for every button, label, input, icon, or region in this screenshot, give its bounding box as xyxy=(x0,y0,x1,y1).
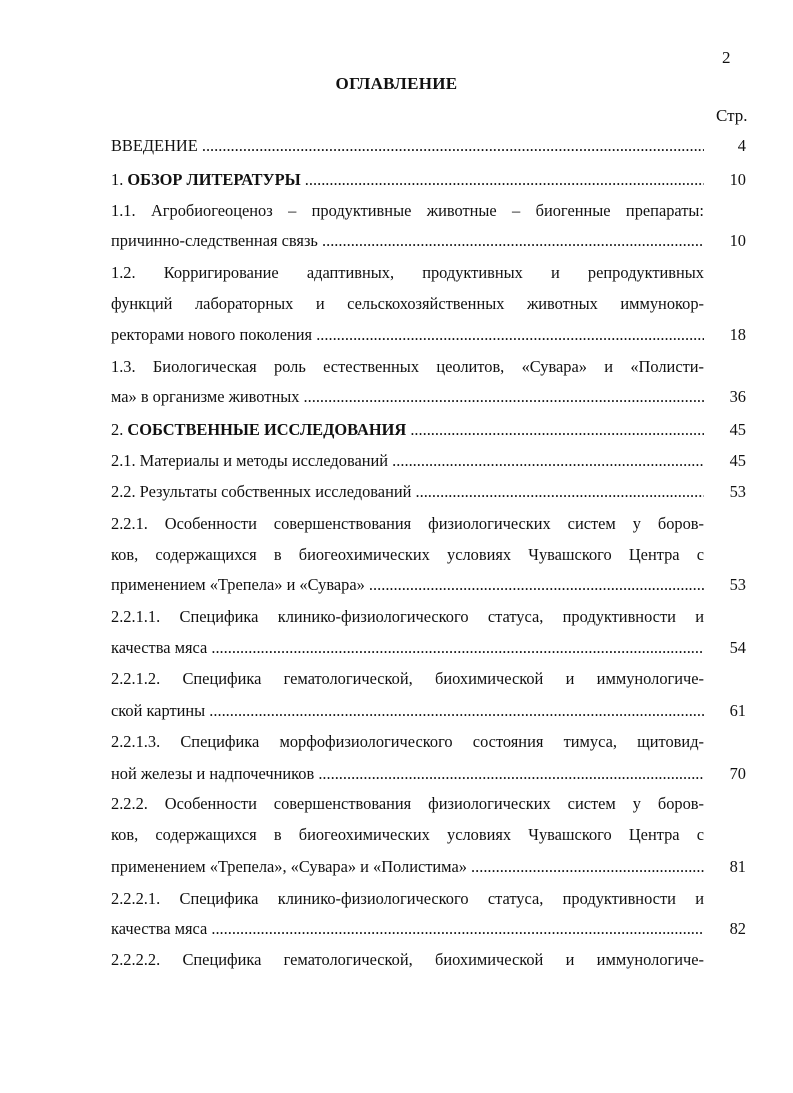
toc-section-number: 1. xyxy=(111,170,128,189)
toc-entry-text: 2.2.2. Особенности совершенствования физиологических систем у боров- xyxy=(111,794,704,813)
page-column-label: Стр. xyxy=(716,106,748,125)
page-number: 2 xyxy=(722,48,731,67)
toc-entry-text: 2.2.1.1. Специфика клинико-физиологического статуса, продуктивности и xyxy=(111,607,704,626)
toc-entry-text: 2.2.1. Особенности совершенствования физиологических систем у боров- xyxy=(111,514,704,533)
toc-entry-text: ков, содержащихся в биогеохимических условиях Чувашского Центра с xyxy=(111,825,704,844)
toc-entry-line xyxy=(111,825,704,845)
toc-entry-text: 2.2.1.3. Специфика морфофизиологического состояния тимуса, щитовид- xyxy=(111,732,704,751)
toc-entry-line xyxy=(111,201,704,221)
toc-entry-text: 2.2.2.2. Специфика гематологической, биохимической и иммунологиче- xyxy=(111,950,704,969)
toc-section-number: 2. xyxy=(111,420,128,439)
toc-entry-line xyxy=(111,764,704,784)
toc-entry-text: 2.2.1.2. Специфика гематологической, биохимической и иммунологиче- xyxy=(111,669,704,688)
toc-page-number: 45 xyxy=(729,420,746,439)
page-title: ОГЛАВЛЕНИЕ xyxy=(335,74,458,93)
toc-page-number: 10 xyxy=(729,231,746,250)
toc-entry-line xyxy=(111,857,704,877)
toc-entry-text: применением «Трепела», «Сувара» и «Полистима» xyxy=(111,857,467,876)
toc-entry-text: ков, содержащихся в биогеохимических условиях Чувашского Центра с xyxy=(111,545,704,564)
toc-entry-line xyxy=(111,575,704,595)
toc-section-title: ОБЗОР ЛИТЕРАТУРЫ xyxy=(127,170,301,189)
toc-entry-line xyxy=(111,950,704,970)
toc-entry-line xyxy=(111,136,704,156)
toc-page-number: 53 xyxy=(729,575,746,594)
toc-entry-text: 1.3. Биологическая роль естественных цеолитов, «Сувара» и «Полисти- xyxy=(111,357,704,376)
toc-entry-line xyxy=(111,170,704,190)
toc-page-number: 53 xyxy=(729,482,746,501)
toc-page-number: 4 xyxy=(737,136,746,155)
toc-entry-text: причинно-следственная связь xyxy=(111,231,318,250)
toc-entry-line xyxy=(111,231,704,251)
toc-page-number: 70 xyxy=(729,764,746,783)
toc-entry-line xyxy=(111,889,704,909)
toc-entry-text: ской картины xyxy=(111,701,206,720)
toc-entry-line xyxy=(111,294,704,314)
toc-entry-text: качества мяса xyxy=(111,638,208,657)
toc-entry-text: применением «Трепела» и «Сувара» xyxy=(111,575,365,594)
toc-page-number: 61 xyxy=(729,701,746,720)
toc-entry-text: 2.1. Материалы и методы исследований xyxy=(111,451,389,470)
toc-page-number: 10 xyxy=(729,170,746,189)
toc-entry-text: ВВЕДЕНИЕ xyxy=(111,136,198,155)
toc-entry-line xyxy=(111,638,704,658)
toc-page-number: 54 xyxy=(729,638,746,657)
toc-page-number: 45 xyxy=(729,451,746,470)
toc-entry-line xyxy=(111,263,704,283)
toc-entry-line xyxy=(111,701,704,721)
toc-page-number: 82 xyxy=(729,919,746,938)
toc-entry-text: 2.2.2.1. Специфика клинико-физиологического статуса, продуктивности и xyxy=(111,889,704,908)
toc-page-number: 18 xyxy=(729,325,746,344)
toc-entry-text: ной железы и надпочечников xyxy=(111,764,315,783)
toc-entry-text: функций лабораторных и сельскохозяйственных животных иммунокор- xyxy=(111,294,704,313)
toc-entry-text: ма» в организме животных xyxy=(111,387,300,406)
toc-page-number: 36 xyxy=(729,387,746,406)
toc-entry-line xyxy=(111,545,704,565)
toc-entry-line xyxy=(111,451,704,471)
toc-entry-line xyxy=(111,794,704,814)
toc-page-number: 81 xyxy=(729,857,746,876)
toc-entry-line xyxy=(111,420,704,440)
toc-entry-line xyxy=(111,669,704,689)
toc-entry-text: 2.2. Результаты собственных исследований xyxy=(111,482,412,501)
toc-entry-text: качества мяса xyxy=(111,919,208,938)
toc-entry-line xyxy=(111,514,704,534)
toc-entry-line xyxy=(111,732,704,752)
toc-entry-line xyxy=(111,482,704,502)
toc-entry-line xyxy=(111,325,704,345)
toc-entry-line xyxy=(111,357,704,377)
toc-entry-text: 1.1. Агробиогеоценоз – продуктивные животные – биогенные препараты: xyxy=(111,201,704,220)
toc-entry-line xyxy=(111,387,704,407)
toc-section-title: СОБСТВЕННЫЕ ИССЛЕДОВАНИЯ xyxy=(127,420,407,439)
toc-entry-line xyxy=(111,919,704,939)
toc-entry-text: ректорами нового поколения xyxy=(111,325,313,344)
toc-entry-text: 1.2. Корригирование адаптивных, продуктивных и репродуктивных xyxy=(111,263,704,282)
toc-entry-line xyxy=(111,607,704,627)
